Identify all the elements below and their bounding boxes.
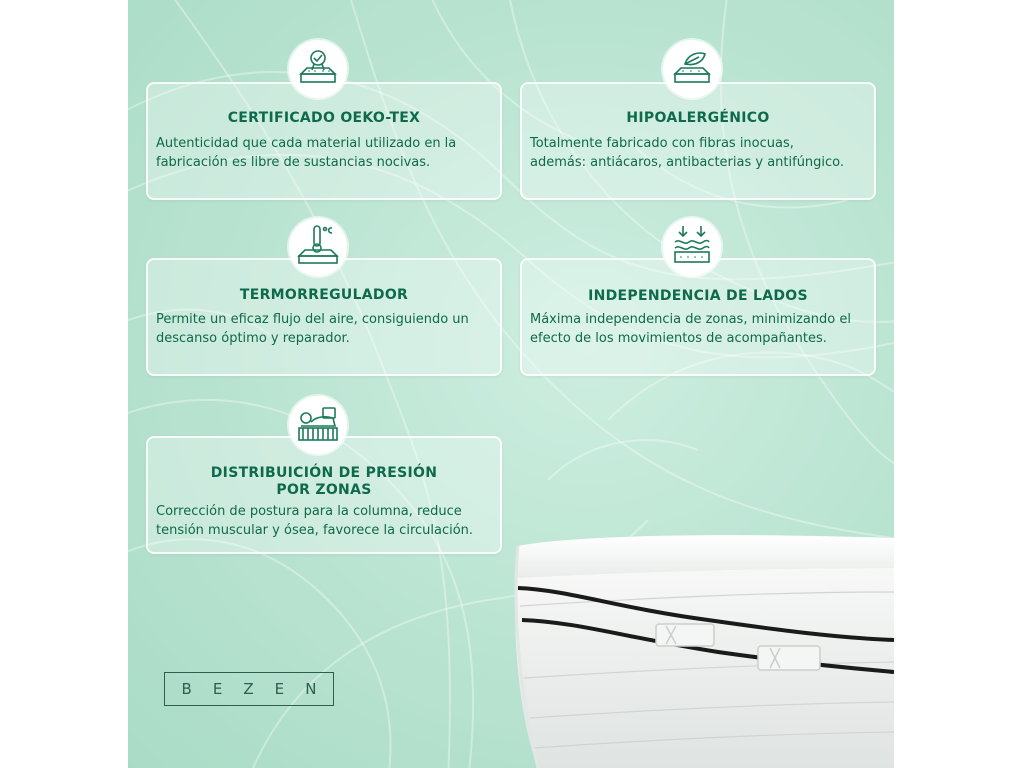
brand-letter: E xyxy=(274,680,285,698)
feature-description-line: Totalmente fabricado con fibras inocuas, xyxy=(530,136,794,151)
brand-letter: E xyxy=(212,680,223,698)
independent-zones-icon xyxy=(663,218,721,276)
pressure-zones-icon xyxy=(289,396,347,454)
feature-title-line: DISTRIBUICIÓN DE PRESIÓN xyxy=(210,465,438,481)
feature-title: INDEPENDENCIA DE LADOS xyxy=(588,288,808,304)
thermometer-icon xyxy=(289,218,347,276)
brand-letter: N xyxy=(305,680,317,698)
feature-description-line: Máxima independencia de zonas, minimizando el xyxy=(530,312,851,327)
feature-card-oeko-tex xyxy=(146,82,502,200)
feature-description-line: descanso óptimo y reparador. xyxy=(156,331,350,346)
feature-title: CERTIFICADO OEKO-TEX xyxy=(227,110,421,126)
feature-description-line: además: antiácaros, antibacterias y antifúngico. xyxy=(530,155,845,170)
feature-description-line: Autenticidad que cada material utilizado en la xyxy=(156,136,457,151)
feature-title: TERMORREGULADOR xyxy=(239,287,409,303)
mattress-image xyxy=(508,528,894,768)
hypoallergenic-leaf-icon xyxy=(663,40,721,98)
feature-title-line: POR ZONAS xyxy=(276,482,372,498)
brand-logo xyxy=(164,672,334,706)
infographic-panel xyxy=(128,0,894,768)
feature-description-line: tensión muscular y ósea, favorece la circulación. xyxy=(156,523,474,538)
feature-description-line: fabricación es libre de sustancias nocivas. xyxy=(156,155,431,170)
oeko-tex-certificate-icon xyxy=(289,40,347,98)
brand-letter: Z xyxy=(243,680,254,698)
feature-description-line: Permite un eficaz flujo del aire, consiguiendo un xyxy=(156,312,469,327)
feature-card-hypoallergenic xyxy=(520,82,876,200)
feature-description-line: Corrección de postura para la columna, reduce xyxy=(156,504,462,519)
feature-description-line: efecto de los movimientos de acompañantes. xyxy=(530,331,827,346)
feature-title: HIPOALERGÉNICO xyxy=(626,110,770,126)
brand-letter: B xyxy=(181,680,192,698)
